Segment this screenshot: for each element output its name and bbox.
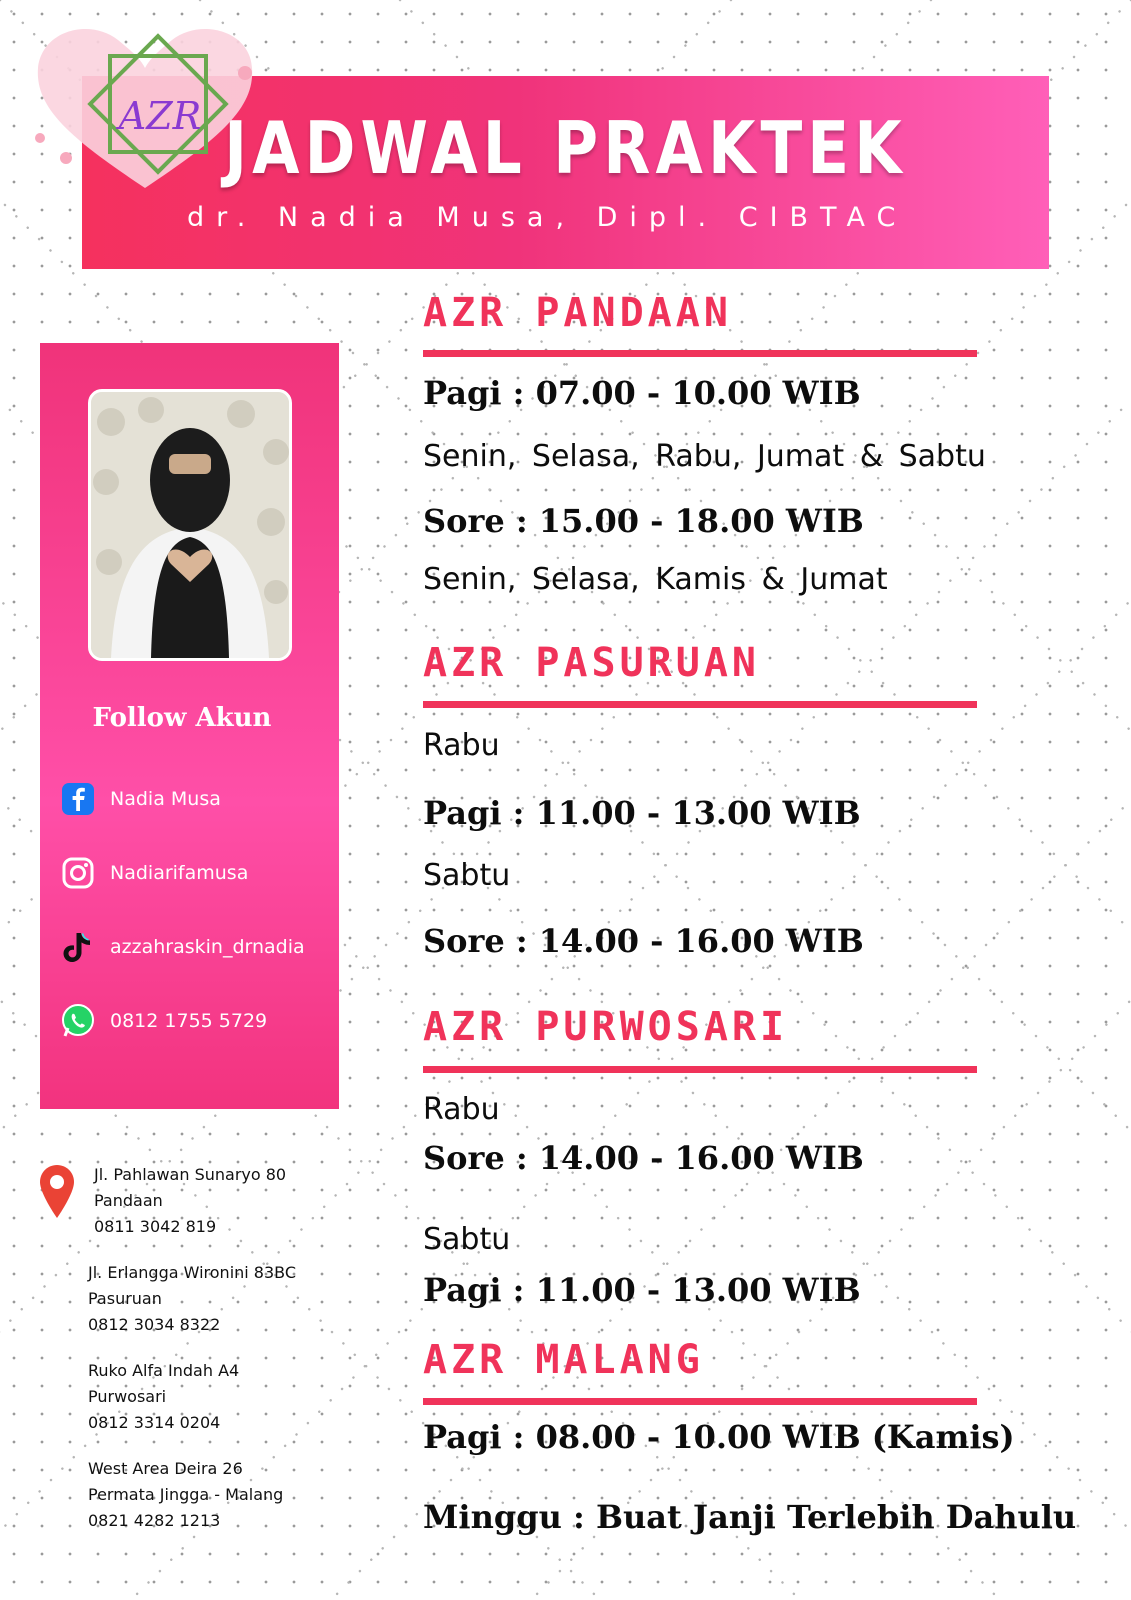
whatsapp-label: 0812 1755 5729 [110,1010,268,1032]
section-divider [423,1066,977,1073]
facebook-label: Nadia Musa [110,788,221,810]
schedule-time: Pagi : 11.00 - 13.00 WIB [423,1271,861,1309]
schedule-days: Sabtu [423,1222,511,1257]
tiktok-label: azzahraskin_drnadia [110,936,305,958]
schedule-days: Senin, Selasa, Rabu, Jumat & Sabtu [423,439,986,474]
address-city: Permata Jingga - Malang [88,1485,284,1504]
page-subtitle: dr. Nadia Musa, Dipl. CIBTAC [187,202,908,233]
schedule-days: Rabu [423,1092,500,1127]
whatsapp-icon [60,1003,96,1039]
section-title-malang: AZR MALANG [423,1337,704,1383]
address-pasuruan [88,1260,338,1338]
section-divider [423,701,977,708]
doctor-photo [88,389,292,661]
address-line: West Area Deira 26 [88,1459,243,1478]
schedule-time: Pagi : 08.00 - 10.00 WIB (Kamis) [423,1418,1015,1456]
location-pin-icon [38,1164,76,1218]
address-purwosari [88,1358,338,1436]
logo-text: AZR [118,94,202,138]
appointment-note: Minggu : Buat Janji Terlebih Dahulu [423,1498,1077,1536]
address-city: Pandaan [94,1191,163,1210]
instagram-link[interactable] [60,855,330,895]
tiktok-link[interactable] [60,929,330,969]
schedule-time: Sore : 14.00 - 16.00 WIB [423,1139,864,1177]
instagram-label: Nadiarifamusa [110,862,249,884]
schedule-time: Sore : 15.00 - 18.00 WIB [423,502,864,540]
schedule-days: Sabtu [423,858,511,893]
schedule-time: Pagi : 11.00 - 13.00 WIB [423,794,861,832]
address-line: Jl. Erlangga Wironini 83BC [88,1263,297,1282]
schedule-days: Rabu [423,728,500,763]
schedule-days: Senin, Selasa, Kamis & Jumat [423,562,888,597]
schedule-time: Pagi : 07.00 - 10.00 WIB [423,374,861,412]
tiktok-icon [60,929,96,965]
follow-title: Follow Akun [92,703,272,733]
address-phone: 0821 4282 1213 [88,1511,221,1530]
address-pandaan [94,1162,344,1240]
section-title-pandaan: AZR PANDAAN [423,290,732,336]
section-divider [423,1398,977,1405]
address-phone: 0812 3314 0204 [88,1413,221,1432]
address-line: Jl. Pahlawan Sunaryo 80 [94,1165,287,1184]
facebook-icon [60,781,96,817]
address-city: Pasuruan [88,1289,162,1308]
section-title-purwosari: AZR PURWOSARI [423,1004,789,1050]
section-divider [423,350,977,357]
address-line: Ruko Alfa Indah A4 [88,1361,240,1380]
address-malang [88,1456,338,1534]
azr-logo [30,18,260,198]
schedule-time: Sore : 14.00 - 16.00 WIB [423,922,864,960]
address-phone: 0812 3034 8322 [88,1315,221,1334]
whatsapp-link[interactable] [60,1003,330,1043]
page-title: JADWAL PRAKTEK [224,106,907,190]
facebook-link[interactable] [60,781,330,821]
instagram-icon [60,855,96,891]
address-phone: 0811 3042 819 [94,1217,217,1236]
profile-panel [40,343,339,1109]
address-city: Purwosari [88,1387,167,1406]
section-title-pasuruan: AZR PASURUAN [423,640,760,686]
